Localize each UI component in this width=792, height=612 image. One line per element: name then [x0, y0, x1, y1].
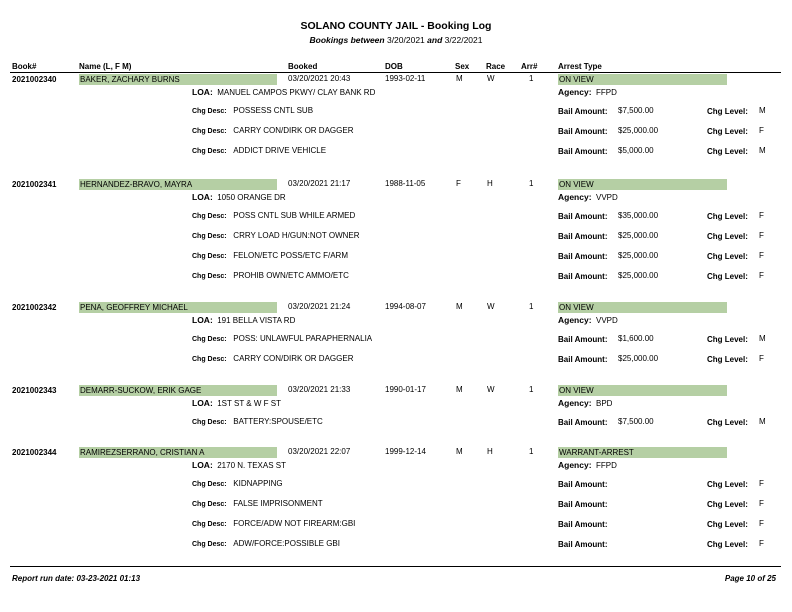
loa-label: LOA: — [192, 315, 213, 325]
bail-amount-label: Bail Amount: — [558, 480, 608, 489]
charge-level: M — [759, 417, 766, 426]
agency-line — [558, 398, 612, 408]
charge-level: F — [759, 539, 764, 548]
arrest-number: 1 — [529, 179, 534, 188]
bail-amount-label: Bail Amount: — [558, 272, 608, 281]
loa-value: 2170 N. TEXAS ST — [217, 461, 287, 470]
chg-level-label: Chg Level: — [707, 418, 748, 427]
arrest-type: ON VIEW — [558, 179, 727, 190]
charge-desc — [192, 146, 326, 155]
report-run-date: Report run date: 03-23-2021 01:13 — [12, 574, 141, 583]
chg-level-label: Chg Level: — [707, 107, 748, 116]
inmate-name: PENA, GEOFFREY MICHAEL — [79, 302, 277, 313]
booked-datetime: 03/20/2021 20:43 — [288, 74, 351, 83]
charge-description: POSSESS CNTL SUB — [233, 106, 314, 115]
col-name: Name (L, F M) — [79, 62, 132, 71]
loa-line — [192, 87, 375, 97]
bail-amount-label: Bail Amount: — [558, 355, 608, 364]
bail-amount-label: Bail Amount: — [558, 540, 608, 549]
book-number: 2021002341 — [12, 180, 57, 189]
charge-desc — [192, 211, 355, 220]
chg-level-label: Chg Level: — [707, 480, 748, 489]
col-arrest-type: Arrest Type — [558, 62, 602, 71]
charge-level: F — [759, 271, 764, 280]
race: W — [487, 302, 495, 311]
charge-desc — [192, 417, 323, 426]
dob: 1994-08-07 — [385, 302, 426, 311]
chg-desc-label: Chg Desc: — [192, 356, 227, 363]
col-booked: Booked — [288, 62, 318, 71]
charge-description: BATTERY:SPOUSE/ETC — [233, 417, 323, 426]
charge-description: KIDNAPPING — [233, 479, 283, 488]
date-from: 3/20/2021 — [386, 35, 425, 45]
booked-datetime: 03/20/2021 22:07 — [288, 447, 351, 456]
charge-desc — [192, 479, 283, 488]
charge-desc — [192, 126, 353, 135]
bail-amount: $25,000.00 — [618, 354, 659, 363]
loa-value: 1050 ORANGE DR — [217, 193, 286, 202]
bail-amount-label: Bail Amount: — [558, 147, 608, 156]
chg-desc-label: Chg Desc: — [192, 213, 227, 220]
chg-desc-label: Chg Desc: — [192, 336, 227, 343]
agency-label: Agency: — [558, 460, 592, 470]
charge-desc — [192, 251, 348, 260]
charge-description: FALSE IMPRISONMENT — [233, 499, 323, 508]
chg-level-label: Chg Level: — [707, 335, 748, 344]
charge-description: PROHIB OWN/ETC AMMO/ETC — [233, 271, 349, 280]
loa-line — [192, 460, 286, 470]
bail-amount: $7,500.00 — [618, 417, 654, 426]
col-book: Book# — [12, 62, 37, 71]
agency-line — [558, 315, 618, 325]
race: H — [487, 447, 493, 456]
chg-desc-label: Chg Desc: — [192, 108, 227, 115]
loa-label: LOA: — [192, 460, 213, 470]
chg-desc-label: Chg Desc: — [192, 501, 227, 508]
col-dob: DOB — [385, 62, 403, 71]
charge-desc — [192, 334, 372, 343]
charge-level: F — [759, 251, 764, 260]
charge-description: ADW/FORCE:POSSIBLE GBI — [233, 539, 340, 548]
col-sex: Sex — [455, 62, 470, 71]
chg-level-label: Chg Level: — [707, 212, 748, 221]
bail-amount: $25,000.00 — [618, 271, 659, 280]
book-number: 2021002342 — [12, 303, 57, 312]
agency-line — [558, 87, 617, 97]
arrest-number: 1 — [529, 302, 534, 311]
booked-datetime: 03/20/2021 21:24 — [288, 302, 351, 311]
agency-value: BPD — [596, 399, 613, 408]
chg-level-label: Chg Level: — [707, 540, 748, 549]
bail-amount: $5,000.00 — [618, 146, 654, 155]
sex: F — [456, 179, 461, 188]
charge-desc — [192, 354, 353, 363]
bail-amount-label: Bail Amount: — [558, 212, 608, 221]
subtitle-and: and — [427, 35, 443, 45]
agency-value: VVPD — [596, 316, 618, 325]
bail-amount: $7,500.00 — [618, 106, 654, 115]
loa-label: LOA: — [192, 398, 213, 408]
charge-level: F — [759, 211, 764, 220]
charge-desc — [192, 106, 313, 115]
charge-description: FELON/ETC POSS/ETC F/ARM — [233, 251, 348, 260]
charge-desc — [192, 539, 340, 548]
loa-value: 1ST ST & W F ST — [217, 399, 281, 408]
chg-level-label: Chg Level: — [707, 500, 748, 509]
agency-value: FFPD — [596, 88, 617, 97]
arrest-number: 1 — [529, 385, 534, 394]
charge-level: F — [759, 519, 764, 528]
bail-amount-label: Bail Amount: — [558, 127, 608, 136]
loa-line — [192, 315, 295, 325]
chg-desc-label: Chg Desc: — [192, 128, 227, 135]
chg-desc-label: Chg Desc: — [192, 541, 227, 548]
loa-label: LOA: — [192, 87, 213, 97]
inmate-name: HERNANDEZ-BRAVO, MAYRA — [79, 179, 277, 190]
loa-value: MANUEL CAMPOS PKWY/ CLAY BANK RD — [217, 88, 376, 97]
bail-amount: $35,000.00 — [618, 211, 659, 220]
dob: 1999-12-14 — [385, 447, 426, 456]
report-title: SOLANO COUNTY JAIL - Booking Log — [300, 20, 492, 32]
charge-level: F — [759, 231, 764, 240]
charge-level: F — [759, 479, 764, 488]
charge-level: F — [759, 354, 764, 363]
arrest-type: WARRANT-ARREST — [558, 447, 727, 458]
chg-level-label: Chg Level: — [707, 232, 748, 241]
report-subtitle — [0, 35, 792, 45]
footer-divider — [10, 566, 781, 567]
bail-amount-label: Bail Amount: — [558, 418, 608, 427]
subtitle-prefix: Bookings between — [309, 35, 385, 45]
sex: M — [456, 302, 463, 311]
date-to: 3/22/2021 — [444, 35, 483, 45]
race: W — [487, 385, 495, 394]
charge-description: CARRY CON/DIRK OR DAGGER — [233, 126, 354, 135]
header-divider — [10, 72, 781, 73]
chg-level-label: Chg Level: — [707, 272, 748, 281]
col-race: Race — [486, 62, 506, 71]
chg-level-label: Chg Level: — [707, 355, 748, 364]
charge-desc — [192, 271, 349, 280]
bail-amount-label: Bail Amount: — [558, 520, 608, 529]
bail-amount: $25,000.00 — [618, 231, 659, 240]
arrest-type: ON VIEW — [558, 74, 727, 85]
arrest-type: ON VIEW — [558, 302, 727, 313]
agency-label: Agency: — [558, 315, 592, 325]
chg-desc-label: Chg Desc: — [192, 273, 227, 280]
loa-label: LOA: — [192, 192, 213, 202]
inmate-name: RAMIREZSERRANO, CRISTIAN A — [79, 447, 277, 458]
sex: M — [456, 447, 463, 456]
agency-label: Agency: — [558, 87, 592, 97]
bail-amount-label: Bail Amount: — [558, 500, 608, 509]
race: H — [487, 179, 493, 188]
bail-amount: $25,000.00 — [618, 251, 659, 260]
bail-amount-label: Bail Amount: — [558, 232, 608, 241]
inmate-name: BAKER, ZACHARY BURNS — [79, 74, 277, 85]
dob: 1993-02-11 — [385, 74, 426, 83]
book-number: 2021002343 — [12, 386, 57, 395]
book-number: 2021002344 — [12, 448, 57, 457]
chg-desc-label: Chg Desc: — [192, 521, 227, 528]
book-number: 2021002340 — [12, 75, 57, 84]
bail-amount: $25,000.00 — [618, 126, 659, 135]
sex: M — [456, 385, 463, 394]
charge-level: F — [759, 126, 764, 135]
dob: 1988-11-05 — [385, 179, 426, 188]
agency-line — [558, 192, 618, 202]
charge-description: CRRY LOAD H/GUN:NOT OWNER — [233, 231, 360, 240]
page-number: Page 10 of 25 — [724, 574, 776, 583]
chg-level-label: Chg Level: — [707, 147, 748, 156]
agency-value: VVPD — [596, 193, 618, 202]
bail-amount: $1,600.00 — [618, 334, 654, 343]
chg-level-label: Chg Level: — [707, 127, 748, 136]
chg-desc-label: Chg Desc: — [192, 253, 227, 260]
arrest-number: 1 — [529, 74, 534, 83]
agency-line — [558, 460, 617, 470]
charge-description: CARRY CON/DIRK OR DAGGER — [233, 354, 354, 363]
sex: M — [456, 74, 463, 83]
charge-desc — [192, 231, 360, 240]
chg-desc-label: Chg Desc: — [192, 148, 227, 155]
charge-level: M — [759, 146, 766, 155]
loa-line — [192, 192, 286, 202]
arrest-type: ON VIEW — [558, 385, 727, 396]
booked-datetime: 03/20/2021 21:33 — [288, 385, 351, 394]
bail-amount-label: Bail Amount: — [558, 252, 608, 261]
charge-desc — [192, 519, 355, 528]
charge-description: POSS: UNLAWFUL PARAPHERNALIA — [233, 334, 373, 343]
col-arr: Arr# — [521, 62, 538, 71]
loa-line — [192, 398, 281, 408]
chg-desc-label: Chg Desc: — [192, 419, 227, 426]
inmate-name: DEMARR-SUCKOW, ERIK GAGE — [79, 385, 277, 396]
bail-amount-label: Bail Amount: — [558, 335, 608, 344]
chg-desc-label: Chg Desc: — [192, 481, 227, 488]
agency-label: Agency: — [558, 192, 592, 202]
agency-label: Agency: — [558, 398, 592, 408]
arrest-number: 1 — [529, 447, 534, 456]
agency-value: FFPD — [596, 461, 617, 470]
charge-description: POSS CNTL SUB WHILE ARMED — [233, 211, 356, 220]
dob: 1990-01-17 — [385, 385, 426, 394]
chg-level-label: Chg Level: — [707, 252, 748, 261]
race: W — [487, 74, 495, 83]
chg-level-label: Chg Level: — [707, 520, 748, 529]
bail-amount-label: Bail Amount: — [558, 107, 608, 116]
charge-level: M — [759, 106, 766, 115]
charge-level: F — [759, 499, 764, 508]
booked-datetime: 03/20/2021 21:17 — [288, 179, 351, 188]
charge-desc — [192, 499, 323, 508]
charge-description: ADDICT DRIVE VEHICLE — [233, 146, 327, 155]
charge-description: FORCE/ADW NOT FIREARM:GBI — [233, 519, 356, 528]
charge-level: M — [759, 334, 766, 343]
loa-value: 191 BELLA VISTA RD — [217, 316, 296, 325]
chg-desc-label: Chg Desc: — [192, 233, 227, 240]
